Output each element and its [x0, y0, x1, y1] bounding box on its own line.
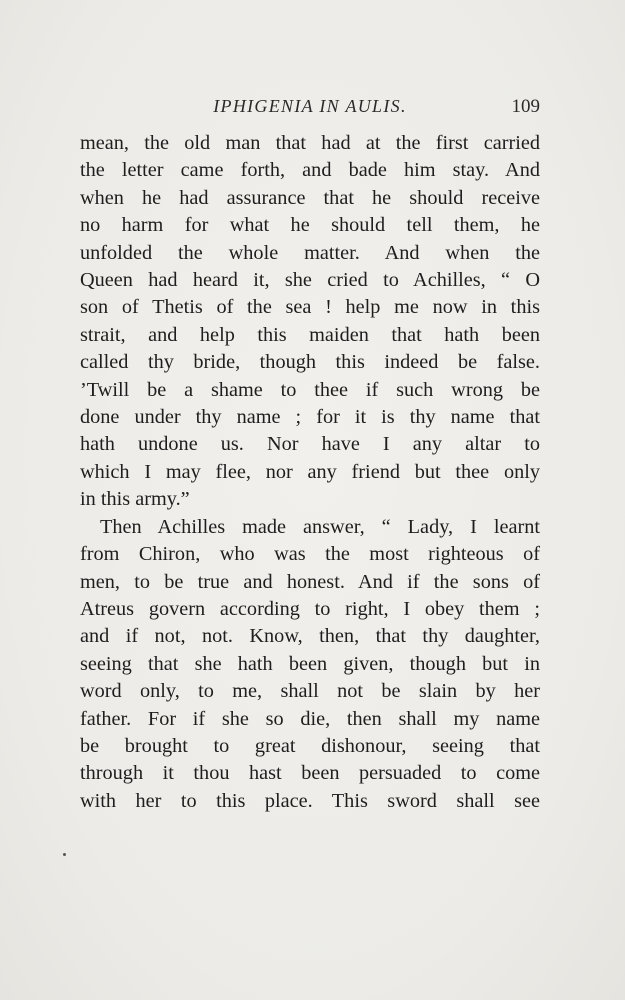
text-line: word only, to me, shall not be slain by her	[80, 680, 540, 703]
page-header	[80, 96, 540, 126]
text-line: done under thy name ; for it is thy name that	[80, 406, 540, 429]
text-line: unfolded the whole matter. And when the	[80, 241, 540, 264]
text-line: strait, and help this maiden that hath been	[80, 323, 540, 346]
body-text	[80, 130, 540, 815]
text-line: from Chiron, who was the most righteous of	[80, 543, 540, 566]
running-title: IPHIGENIA IN AULIS.	[213, 96, 407, 116]
text-line: seeing that she hath been given, though but in	[80, 652, 540, 675]
text-line: when he had assurance that he should receive	[80, 186, 540, 209]
text-line: Queen had heard it, she cried to Achilles, “ O	[80, 269, 540, 292]
text-line: the letter came forth, and bade him stay. And	[80, 159, 540, 182]
text-line: son of Thetis of the sea ! help me now in this	[80, 296, 540, 319]
margin-speck	[63, 853, 66, 856]
text-line: through it thou hast been persuaded to come	[80, 762, 540, 785]
text-line: hath undone us. Nor have I any altar to	[80, 433, 540, 456]
paragraph-2	[80, 514, 540, 815]
text-line: mean, the old man that had at the first carried	[80, 132, 540, 154]
text-line: father. For if she so die, then shall my name	[80, 707, 540, 730]
text-line: be brought to great dishonour, seeing that	[80, 734, 540, 757]
text-line: men, to be true and honest. And if the sons of	[80, 570, 540, 593]
page-number: 109	[511, 96, 540, 117]
text-line: ’Twill be a shame to thee if such wrong be	[80, 378, 540, 401]
text-line: Then Achilles made answer, “ Lady, I learnt	[100, 515, 540, 538]
paragraph-1	[80, 130, 540, 514]
text-line: with her to this place. This sword shall see	[80, 789, 540, 812]
text-line: which I may flee, nor any friend but thee only	[80, 460, 540, 483]
text-line: and if not, not. Know, then, that thy daughter,	[80, 625, 540, 648]
text-line: Atreus govern according to right, I obey them ;	[80, 597, 540, 620]
text-line: in this army.”	[80, 488, 190, 511]
text-line: called thy bride, though this indeed be false.	[80, 351, 540, 374]
text-line: no harm for what he should tell them, he	[80, 214, 540, 237]
